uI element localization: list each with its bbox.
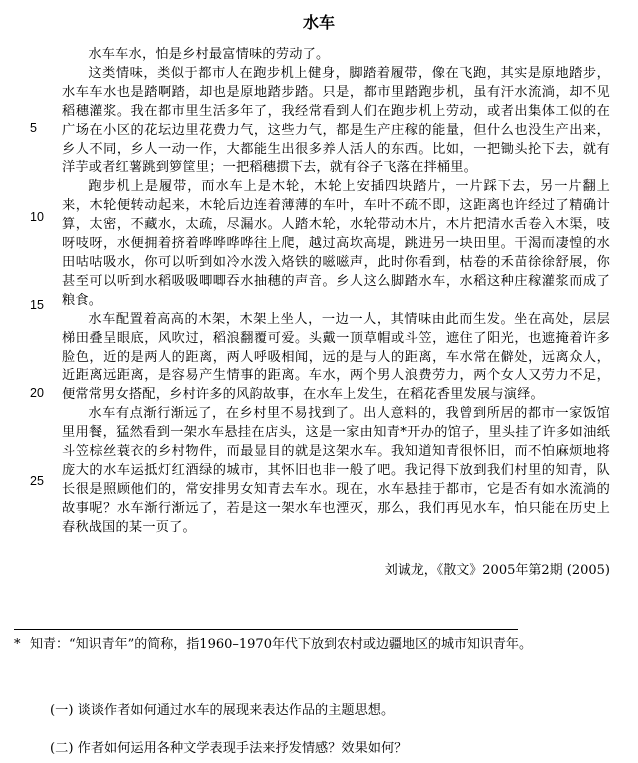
source-citation: 刘诚龙，《散文》2005年第2期 (2005) (384, 563, 610, 578)
footnote-text: 知青：“知识青年”的简称，指1960–1970年代下放到农村或边疆地区的城市知识青年。 (30, 637, 532, 652)
article-title: 水车 (302, 13, 335, 32)
paragraph-5: 水车有点渐行渐远了，在乡村里不易找到了。出人意料的，我曾到所居的都市一家饭馆里用餐，猛然看到一架水车悬挂在店头，这是一家由知青*开办的馆子，里头挂了许多如油纸斗笠棕丝蓑衣的乡村物件，而最显目的就是这架水车。我知道知青很怀旧，而不怕麻烦地将庞大的水车运抵灯红酒绿的城市，其怀旧也非一般了吧。我记得下放到我们村里的知青，队长很是照顾他们的，常安排男女知青去车水。现在，水车悬挂于都市，它是否有如水流淌的故事呢？水车渐行渐远了，若是这一架水车也湮灭，那么，我们再见水车，怕只能在历史上春秋战国的某一页了。 (62, 406, 610, 535)
paragraph-2: 这类情味，类似于都市人在跑步机上健身，脚踏着履带，像在飞跑，其实是原地踏步，水车车水也是踏啊踏，却也是原地踏步踏。只是，都市里踏跑步机，虽有汗水流淌，却不见稻穗灌浆。我在都市里生活多年了，我经常看到人们在跑步机上劳动，或者出集体工似的在广场在小区的花坛边里花费力气，这些力气，都是生产庄稼的能量，但什么也没生产出来，乡人不同，乡人一动一作，大都能生出很多养人活人的东西。比如，一把锄头抡下去，就有洋芋或者红薯跳到箩筐里；一把稻穗掼下去，就有谷子飞落在拌桶里。 (62, 65, 610, 176)
article-body (62, 46, 610, 538)
line-number: 5 (30, 121, 37, 135)
paragraph-3: 跑步机上是履带，而水车上是木轮，木轮上安插四块踏片，一片踩下去，另一片翻上来，木轮便转动起来，木轮后边连着薄薄的车叶，车叶不疏不即，这距离也许经过了精确计算，太密，不藏水，太疏，尽漏水。人踏木轮，水轮带动木片，木片把清水舌卷入木渠，吱呀吱呀，水便拥着挤着哗哗哗哗往上爬，越过高坎高堤，跳进另一块田里。干渴而凄惶的水田咕咕吸水，你可以听到如冷水泼入烙铁的嗞嗞声，此时你看到，枯卷的禾苗徐徐舒展，你甚至可以听到水稻吸吸唧唧吞水抽穗的声音。乡人这么脚踏水车，水稻这种庄稼灌浆而成了粮食。 (62, 179, 610, 308)
line-number: 15 (30, 298, 44, 312)
line-number: 25 (30, 474, 44, 488)
footnote-divider (14, 629, 518, 630)
question-2: (二) 作者如何运用各种文学表现手法来抒发情感？效果如何？ (50, 741, 408, 756)
line-number: 20 (30, 386, 44, 400)
paragraph-1: 水车车水，怕是乡村最富情味的劳动了。 (88, 47, 330, 62)
paragraph-4: 水车配置着高高的木架，木架上坐人，一边一人，其情味由此而生发。坐在高处，层层梯田叠呈眼底，风吹过，稻浪翻覆可爱。头戴一顶草帽或斗笠，遮住了阳光，也遮掩着许多脸色，近的是两人的距离，两人呼吸相闻，远的是与人的距离，车水常在僻处，远离众人，近距离远距离，是容易产生情事的距离。车水，两个男人浪费劳力，两个女人又劳力不足，便常常男女搭配，乡村许多的风韵故事，在水车上发生，在稻花香里发展与演绎。 (62, 311, 610, 403)
question-1: (一) 谈谈作者如何通过水车的展现来表达作品的主题思想。 (50, 703, 395, 718)
footnote (14, 636, 534, 654)
line-number: 10 (30, 210, 44, 224)
footnote-mark: * (14, 637, 21, 652)
